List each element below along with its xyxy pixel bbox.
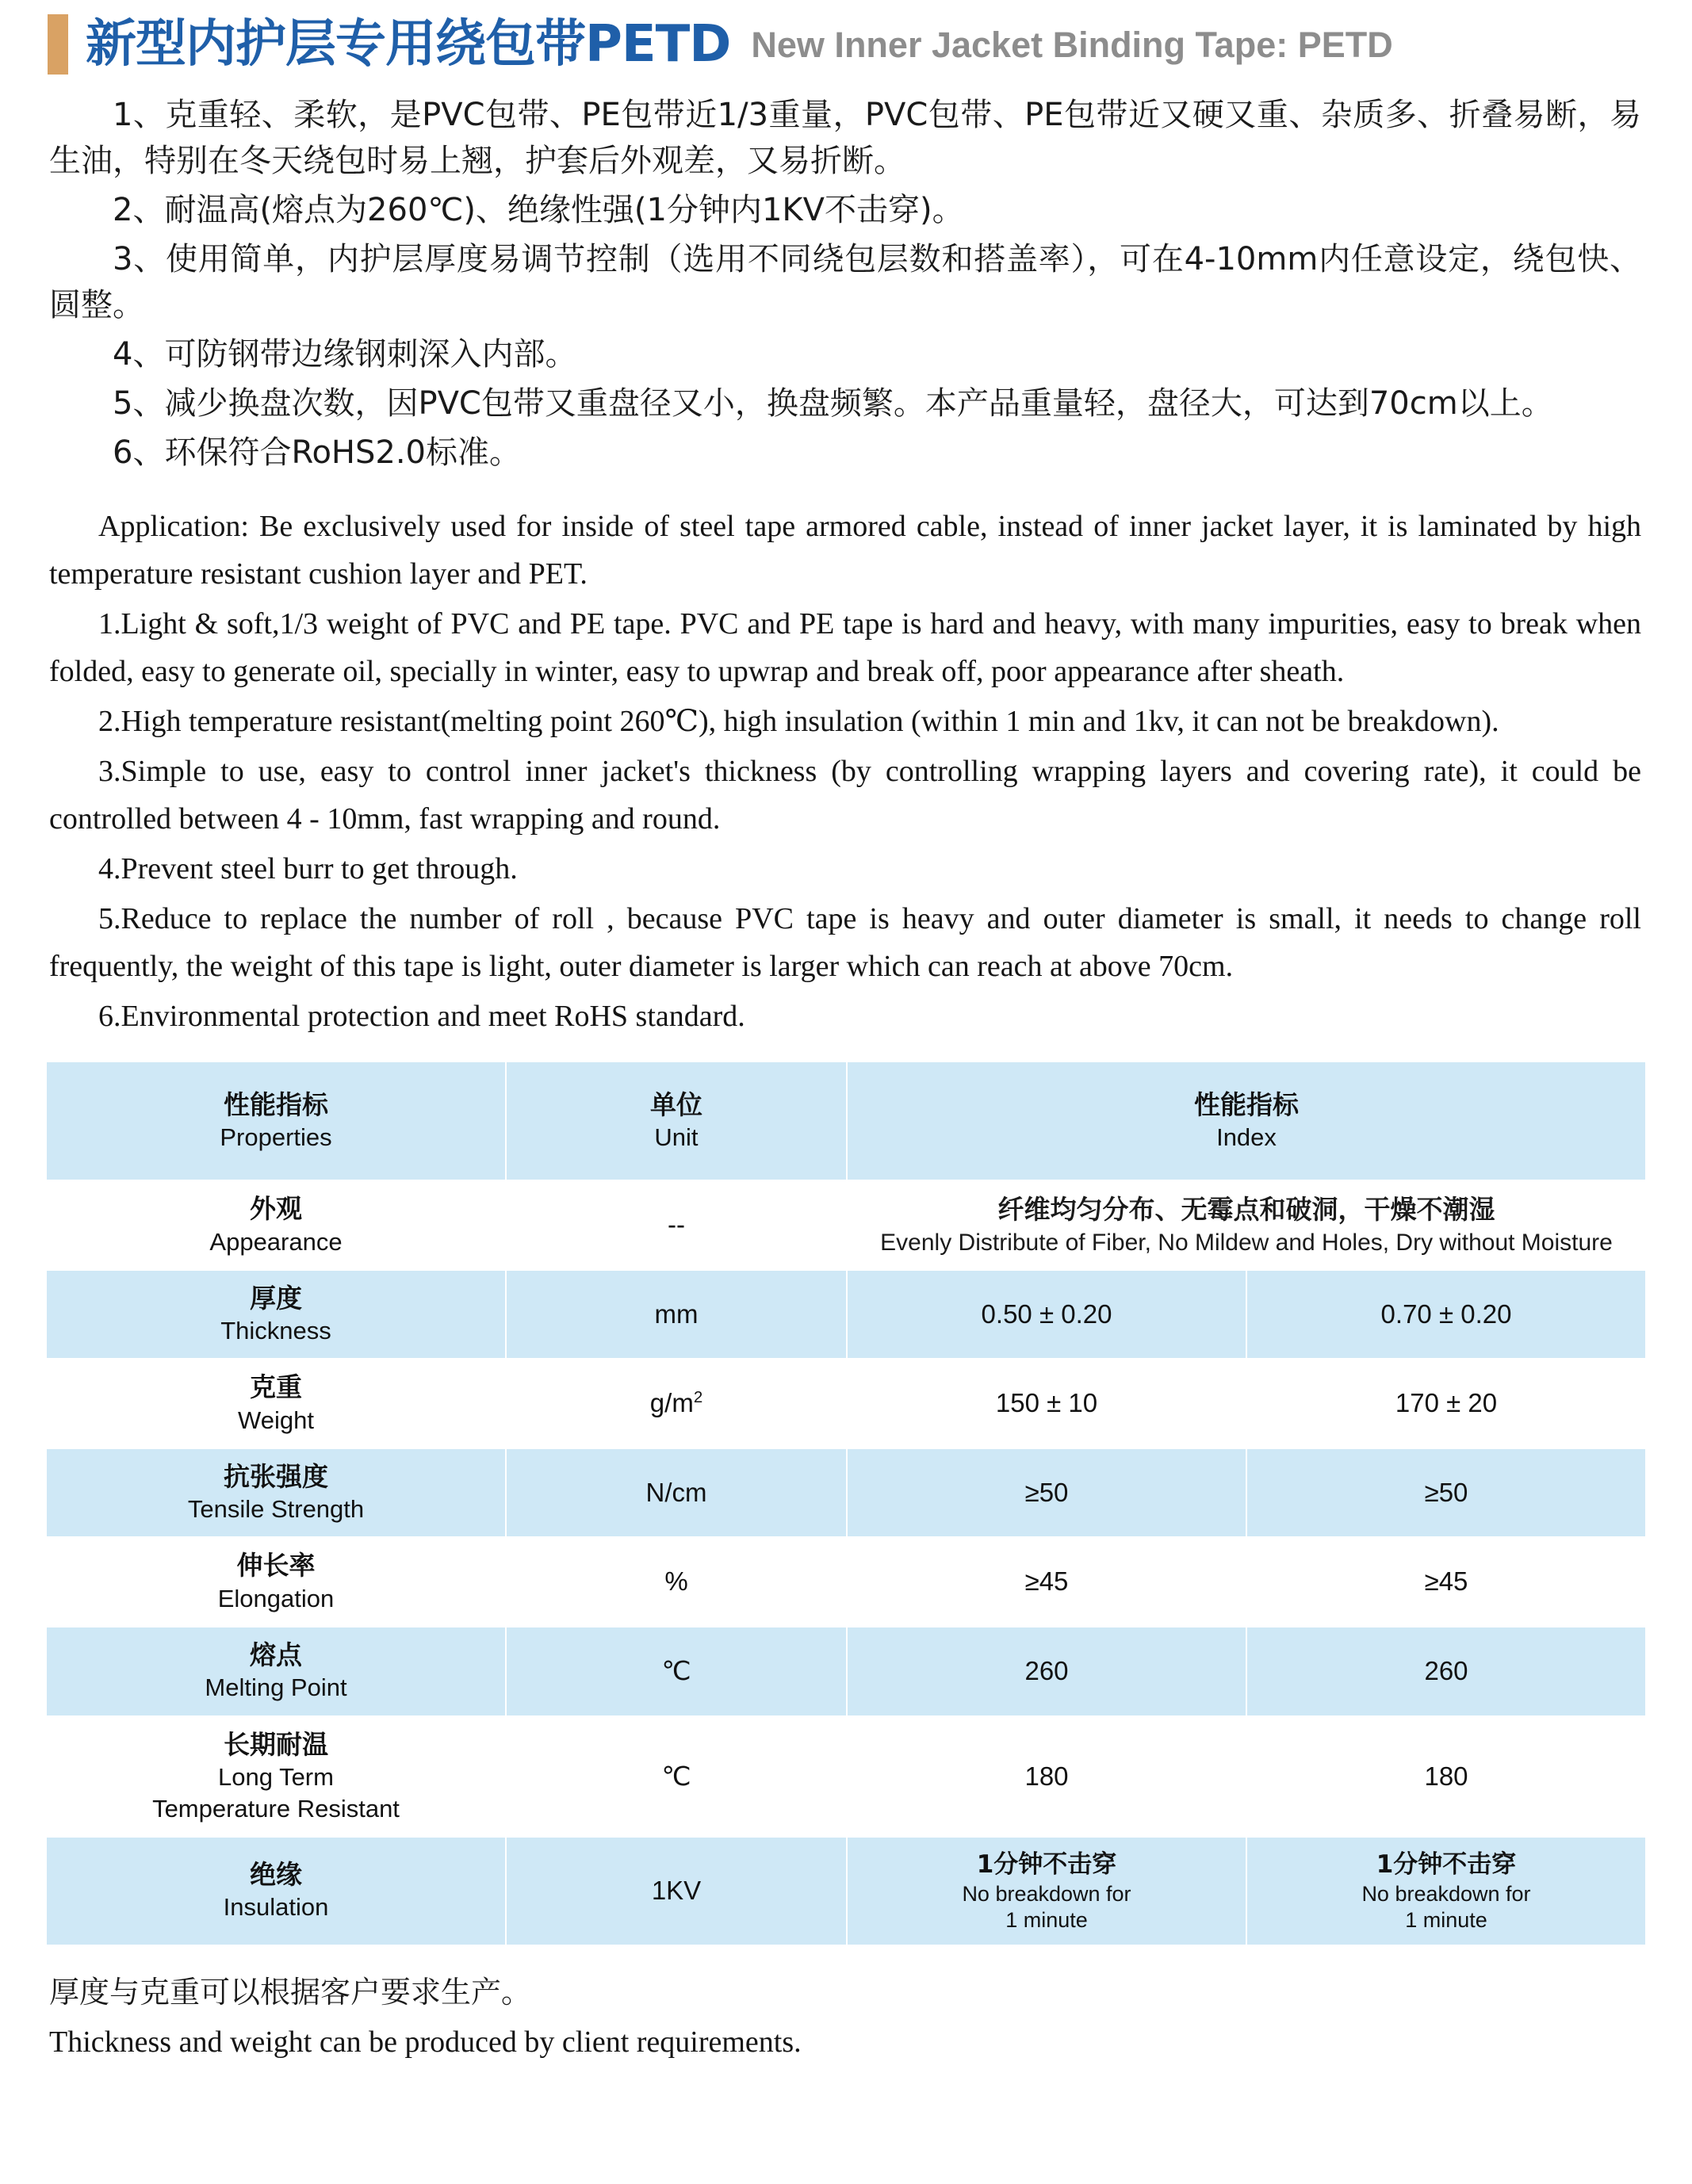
index-value-en: No breakdown for (962, 1881, 1131, 1906)
unit-superscript: 2 (693, 1388, 703, 1407)
index-text-en: Evenly Distribute of Fiber, No Mildew and Holes, Dry without Moisture (880, 1229, 1613, 1256)
property-label-cn: 克重 (250, 1371, 302, 1403)
features-en-block (38, 503, 1654, 1040)
index-value: 260 (1024, 1655, 1069, 1685)
cell-unit (506, 1627, 847, 1716)
unit-value: N/cm (645, 1477, 707, 1507)
index-value-en: 1 minute (1405, 1907, 1487, 1932)
feature-en-6: 6.Environmental protection and meet RoHS standard. (98, 1000, 745, 1034)
index-value-cn: 1分钟不击穿 (1376, 1850, 1517, 1880)
feature-cn-2: 2、耐温高(熔点为260℃)、绝缘性强(1分钟内1KV不击穿)。 (113, 192, 964, 228)
index-value: ≥45 (1024, 1566, 1069, 1597)
cell-property (46, 1627, 506, 1716)
cell-index-value-a (847, 1537, 1246, 1627)
cell-property (46, 1837, 506, 1945)
property-label-cn: 绝缘 (250, 1859, 302, 1891)
cell-index-value-b (1246, 1359, 1646, 1448)
cell-index-value-a (847, 1716, 1246, 1838)
table-row (46, 1537, 1646, 1627)
cell-property (46, 1270, 506, 1360)
table-row (46, 1627, 1646, 1716)
unit-value: mm (654, 1299, 699, 1329)
feature-cn-5: 5、减少换盘次数，因PVC包带又重盘径又小，换盘频繁。本产品重量轻，盘径大，可达到70cm以上。 (113, 385, 1553, 422)
index-value: 180 (1024, 1761, 1069, 1791)
page-title-cn: 新型内护层专用绕包带PETD (86, 15, 731, 74)
feature-cn-3: 3、使用简单，内护层厚度易调节控制（选用不同绕包层数和搭盖率），可在4-10mm内任意设定，绕包快、圆整。 (49, 241, 1641, 323)
table-header-row (46, 1061, 1646, 1180)
cell-index-value-a (847, 1270, 1246, 1360)
index-value: 170 ± 20 (1395, 1388, 1498, 1418)
index-value: ≥50 (1424, 1477, 1468, 1507)
index-text-cn: 纤维均匀分布、无霉点和破洞，干燥不潮湿 (997, 1193, 1495, 1225)
index-value: 0.50 ± 0.20 (981, 1299, 1112, 1329)
feature-cn-6: 6、环保符合RoHS2.0标准。 (113, 434, 521, 471)
cell-unit (506, 1448, 847, 1538)
cell-index-value-b (1246, 1627, 1646, 1716)
unit-value: 1KV (651, 1876, 702, 1905)
cell-unit (506, 1537, 847, 1627)
feature-en-1: 1.Light & soft,1/3 weight of PVC and PE tape. PVC and PE tape is hard and heavy, with many impurities, easy to break when folded, easy to generate oil, specially in winter, easy to upwrap and break off, poor appearance after sheath. (49, 607, 1641, 689)
cell-property (46, 1359, 506, 1448)
specification-table (45, 1061, 1647, 1945)
unit-value: ℃ (661, 1655, 691, 1685)
header-index-cn: 性能指标 (1194, 1089, 1299, 1121)
cell-index-value-a (847, 1359, 1246, 1448)
property-label-cn: 长期耐温 (224, 1728, 328, 1760)
index-value: ≥50 (1024, 1477, 1069, 1507)
cell-index-value-a (847, 1448, 1246, 1538)
index-value: 260 (1424, 1655, 1468, 1685)
cell-index-value-b (1246, 1837, 1646, 1945)
feature-cn-4: 4、可防钢带边缘钢刺深入内部。 (113, 336, 577, 373)
spec-table-wrapper (38, 1061, 1654, 1945)
index-value-en: No breakdown for (1361, 1881, 1531, 1906)
property-label-cn: 厚度 (250, 1282, 302, 1314)
property-label-en: Tensile Strength (187, 1495, 365, 1524)
cell-unit (506, 1180, 847, 1270)
header-properties-en: Properties (220, 1123, 332, 1152)
unit-value: ℃ (661, 1761, 691, 1791)
table-row (46, 1270, 1646, 1360)
cell-index-value-b (1246, 1448, 1646, 1538)
table-row (46, 1180, 1646, 1270)
cell-unit (506, 1716, 847, 1838)
header-properties-cn: 性能指标 (224, 1089, 328, 1121)
cell-unit (506, 1837, 847, 1945)
property-label-en: Appearance (209, 1227, 343, 1256)
page-header (38, 0, 1654, 79)
cell-property (46, 1716, 506, 1838)
table-row (46, 1359, 1646, 1448)
header-index-en: Index (1216, 1123, 1277, 1152)
index-value: 0.70 ± 0.20 (1380, 1299, 1512, 1329)
property-label-en: Insulation (223, 1893, 329, 1922)
feature-en-2: 2.High temperature resistant(melting point 260℃), high insulation (within 1 min and 1kv, it can not be breakdown). (98, 705, 1499, 739)
cell-property (46, 1180, 506, 1270)
cell-index-value-b (1246, 1716, 1646, 1838)
cell-index-merged (847, 1180, 1646, 1270)
cell-index-value-b (1246, 1537, 1646, 1627)
cell-index-value-a (847, 1627, 1246, 1716)
feature-en-application: Application: Be exclusively used for inside of steel tape armored cable, instead of inner jacket layer, it is laminated by high temperature resistant cushion layer and PET. (49, 510, 1641, 591)
property-label-en: Melting Point (205, 1673, 347, 1702)
index-value-cn: 1分钟不击穿 (976, 1850, 1117, 1880)
unit-value: $g/m^2$ (649, 1388, 703, 1418)
cell-unit (506, 1270, 847, 1360)
header-unit-en: Unit (654, 1123, 699, 1152)
property-label-cn: 外观 (250, 1193, 302, 1225)
table-row (46, 1716, 1646, 1838)
page-title-en: New Inner Jacket Binding Tape: PETD (751, 24, 1393, 65)
cell-unit (506, 1359, 847, 1448)
footer-note-en: Thickness and weight can be produced by client requirements. (49, 2025, 802, 2059)
cell-property (46, 1537, 506, 1627)
header-cell-unit (506, 1061, 847, 1180)
property-label-en: Temperature Resistant (152, 1795, 400, 1823)
property-label-en: Elongation (217, 1584, 335, 1612)
property-label-cn: 熔点 (250, 1639, 302, 1670)
features-cn-block (38, 92, 1654, 476)
property-label-en: Weight (238, 1406, 314, 1434)
cell-property (46, 1448, 506, 1538)
table-row (46, 1837, 1646, 1945)
footer-note-cn: 厚度与克重可以根据客户要求生产。 (49, 1974, 532, 2010)
cell-index-value-a (847, 1837, 1246, 1945)
property-label-en: Long Term (218, 1762, 334, 1791)
index-value: ≥45 (1424, 1566, 1468, 1597)
header-unit-cn: 单位 (650, 1089, 702, 1121)
property-label-en: Thickness (220, 1317, 331, 1345)
unit-value: -- (668, 1210, 685, 1240)
cell-index-value-b (1246, 1270, 1646, 1360)
feature-en-3: 3.Simple to use, easy to control inner jacket's thickness (by controlling wrapping layers and covering rate), it could be controlled between 4 - 10mm, fast wrapping and round. (49, 755, 1641, 836)
index-value-en: 1 minute (1005, 1907, 1088, 1932)
accent-bar-icon (48, 14, 68, 75)
feature-en-5: 5.Reduce to replace the number of roll , because PVC tape is heavy and outer diameter is small, it needs to change roll frequently, the weight of this tape is light, outer diameter is larger which can reach at above 70cm. (49, 902, 1641, 984)
property-label-cn: 抗张强度 (224, 1460, 328, 1492)
feature-cn-1: 1、克重轻、柔软，是PVC包带、PE包带近1/3重量，PVC包带、PE包带近又硬又重、杂质多、折叠易断，易生油，特别在冬天绕包时易上翘，护套后外观差，又易折断。 (49, 97, 1641, 179)
index-value: 180 (1424, 1761, 1468, 1791)
property-label-cn: 伸长率 (236, 1550, 316, 1582)
header-cell-index (847, 1061, 1646, 1180)
table-row (46, 1448, 1646, 1538)
feature-en-4: 4.Prevent steel burr to get through. (98, 852, 518, 886)
index-value: 150 ± 10 (995, 1388, 1098, 1418)
header-cell-properties (46, 1061, 506, 1180)
unit-value: % (664, 1566, 688, 1597)
footer-notes (38, 1970, 1654, 2064)
